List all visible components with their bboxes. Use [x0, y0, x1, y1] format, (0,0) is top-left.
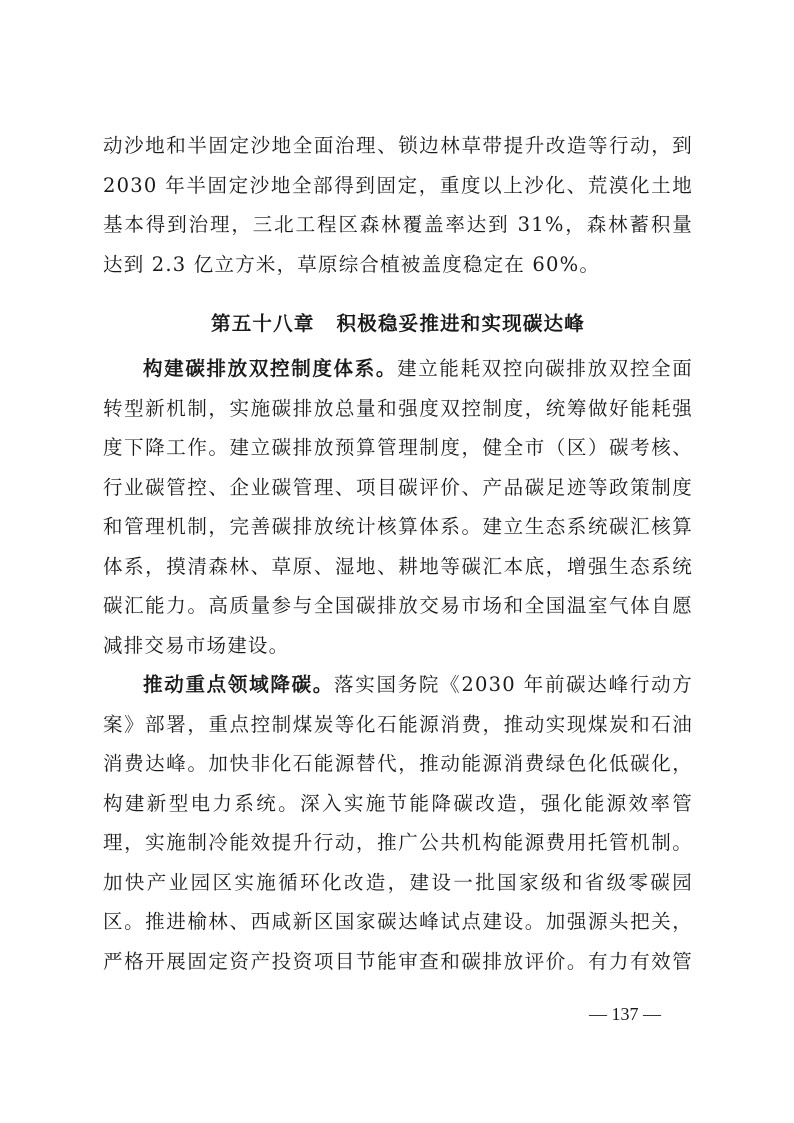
body-paragraphs — [103, 349, 693, 981]
text-line: 体系，摸清森林、草原、湿地、耕地等碳汇本底，增强生态系统 — [103, 554, 693, 578]
text-line: 减排交易市场建设。 — [103, 633, 290, 657]
intro-paragraph — [103, 126, 693, 284]
section2-first-line — [103, 665, 693, 705]
section2-heading: 推动重点领域降碳。 — [143, 673, 335, 696]
text-line: 构建新型电力系统。深入实施节能降碳改造，强化能源效率管 — [103, 791, 693, 815]
text-line: 转型新机制，实施碳排放总量和强度双控制度，统筹做好能耗强 — [103, 396, 693, 420]
text-line: 动沙地和半固定沙地全面治理、锁边林草带提升改造等行动，到 — [103, 134, 693, 157]
text-line: 2030 年半固定沙地全部得到固定，重度以上沙化、荒漠化土地 — [103, 173, 693, 197]
text-line: 消费达峰。加快非化石能源替代，推动能源消费绿色化低碳化， — [103, 752, 693, 775]
text-line: 严格开展固定资产投资项目节能审查和碳排放评价。有力有效管 — [103, 949, 693, 973]
text-line: 度下降工作。建立碳排放预算管理制度，健全市（区）碳考核、 — [103, 436, 693, 459]
section1-first-line — [103, 349, 693, 389]
page-number: — 137 — — [589, 1004, 661, 1024]
chapter-title: 积极稳妥推进和实现碳达峰 — [336, 312, 585, 335]
text-line: 和管理机制，完善碳排放统计核算体系。建立生态系统碳汇核算 — [103, 515, 693, 538]
section1-heading: 构建碳排放双控制度体系。 — [143, 357, 398, 380]
text-line: 加快产业园区实施循环化改造，建设一批国家级和省级零碳园 — [103, 870, 693, 894]
chapter-heading — [103, 308, 693, 340]
chapter-number: 第五十八章 — [211, 312, 315, 335]
text-line: 建立能耗双控向碳排放双控全面 — [397, 357, 693, 380]
text-line: 基本得到治理，三北工程区森林覆盖率达到 31%，森林蓄积量 — [103, 213, 693, 236]
text-line: 碳汇能力。高质量参与全国碳排放交易市场和全国温室气体自愿 — [103, 594, 693, 617]
text-line: 理，实施制冷能效提升行动，推广公共机构能源费用托管机制。 — [103, 831, 693, 854]
text-line: 行业碳管控、企业碳管理、项目碳评价、产品碳足迹等政策制度 — [103, 475, 693, 499]
text-line: 落实国务院《2030 年前碳达峰行动方 — [334, 673, 693, 696]
text-line: 案》部署，重点控制煤炭等化石能源消费，推动实现煤炭和石油 — [103, 712, 693, 736]
text-line: 达到 2.3 亿立方米，草原综合植被盖度稳定在 60%。 — [103, 252, 601, 276]
text-line: 区。推进榆林、西咸新区国家碳达峰试点建设。加强源头把关， — [103, 910, 693, 933]
